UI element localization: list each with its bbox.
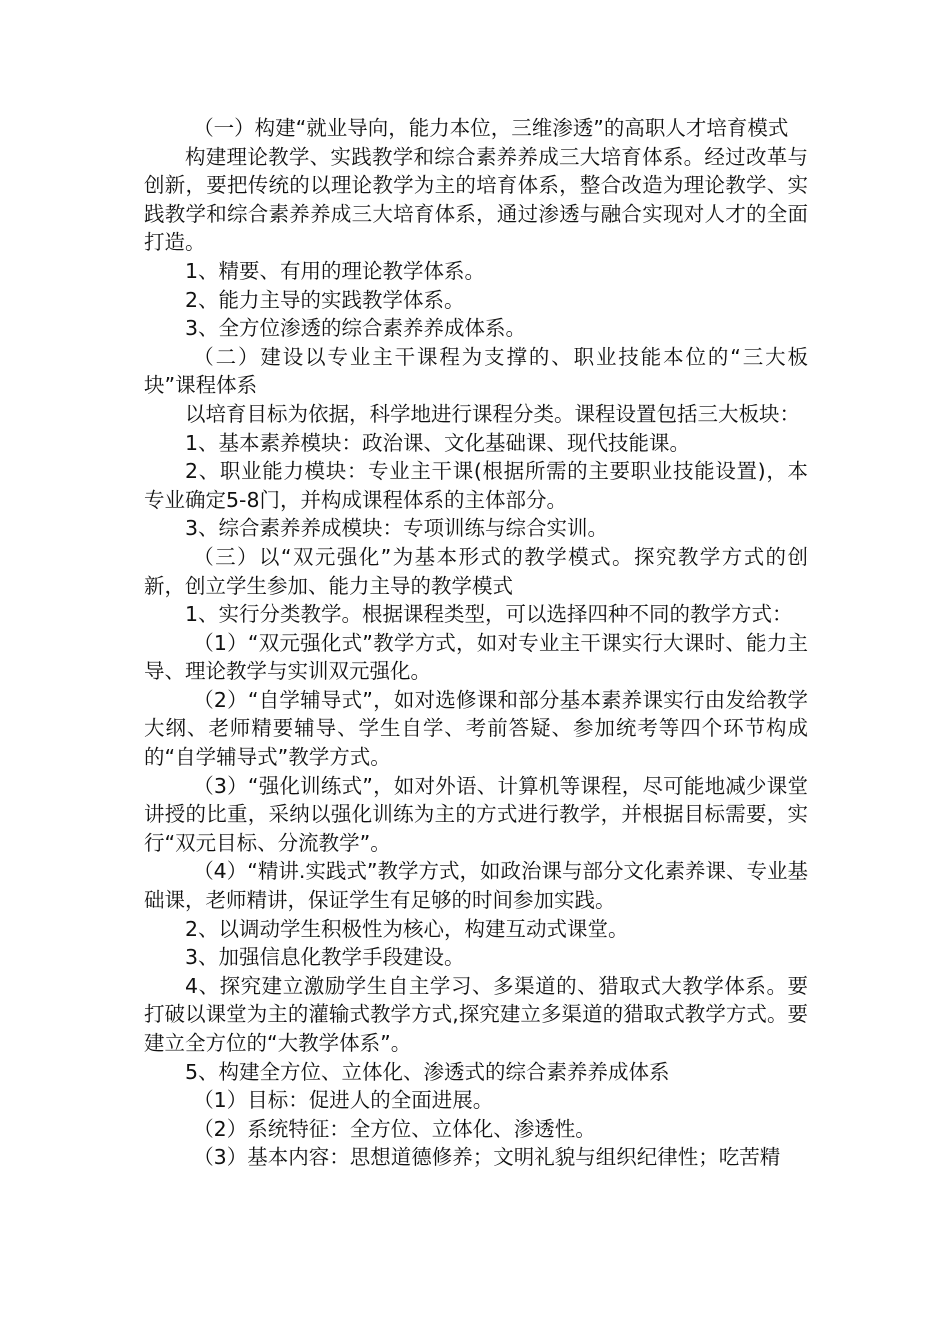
sub-list-item: （4）“精讲.实践式”教学方式，如政治课与部分文化素养课、专业基础课，老师精讲，保证学生有足够的时间参加实践。 — [144, 859, 808, 913]
list-item: 2、职业能力模块：专业主干课(根据所需的主要职业技能设置)，本专业确定5-8门，并构成课程体系的主体部分。 — [144, 459, 808, 512]
section-heading-3: （三）以“双元强化”为基本形式的教学模式。探究教学方式的创新，创立学生参加、能力主导的教学模式 — [144, 544, 808, 598]
list-item: 3、加强信息化教学手段建设。 — [185, 945, 465, 970]
body-paragraph: 以培育目标为依据，科学地进行课程分类。课程设置包括三大板块： — [185, 401, 800, 426]
sub-list-item: （1）“双元强化式”教学方式，如对专业主干课实行大课时、能力主导、理论教学与实训双元强化。 — [144, 630, 808, 684]
sub-list-item: （3）基本内容：思想道德修养；文明礼貌与组织纪律性；吃苦精 — [193, 1145, 781, 1170]
list-item: 3、综合素养养成模块：专项训练与综合实训。 — [185, 516, 609, 541]
list-item: 1、实行分类教学。根据课程类型，可以选择四种不同的教学方式： — [185, 602, 793, 627]
sub-list-item: （3）“强化训练式”，如对外语、计算机等课程，尽可能地减少课堂讲授的比重，采纳以强化训练为主的方式进行教学，并根据目标需要，实行“双元目标、分流教学”。 — [144, 773, 808, 855]
list-item: 1、精要、有用的理论教学体系。 — [185, 258, 486, 283]
list-item: 3、全方位渗透的综合素养养成体系。 — [185, 316, 527, 341]
list-item: 2、能力主导的实践教学体系。 — [185, 287, 465, 312]
section-heading-2: （二）建设以专业主干课程为支撑的、职业技能本位的“三大板块”课程体系 — [144, 344, 808, 398]
sub-list-item: （2）系统特征：全方位、立体化、渗透性。 — [193, 1116, 596, 1141]
list-item: 1、基本素养模块：政治课、文化基础课、现代技能课。 — [185, 430, 691, 455]
document-page — [144, 114, 808, 1172]
body-paragraph: 构建理论教学、实践教学和综合素养养成三大培育体系。经过改革与创新，要把传统的以理论教学为主的培育体系，整合改造为理论教学、实践教学和综合素养养成三大培育体系，通过渗透与融合实现对人才的全面打造。 — [144, 144, 808, 255]
sub-list-item: （2）“自学辅导式”，如对选修课和部分基本素养课实行由发给教学大纲、老师精要辅导、学生自学、考前答疑、参加统考等四个环节构成的“自学辅导式”教学方式。 — [144, 687, 808, 770]
list-item: 4、探究建立激励学生自主学习、多渠道的、猎取式大教学体系。要打破以课堂为主的灌输式教学方式,探究建立多渠道的猎取式教学方式。要建立全方位的“大教学体系”。 — [144, 973, 808, 1055]
sub-list-item: （1）目标：促进人的全面进展。 — [193, 1088, 494, 1113]
list-item: 2、以调动学生积极性为核心，构建互动式课堂。 — [185, 916, 629, 941]
list-item: 5、构建全方位、立体化、渗透式的综合素养养成体系 — [185, 1059, 670, 1084]
section-heading-1: （一）构建“就业导向，能力本位，三维渗透”的高职人才培育模式 — [193, 116, 789, 140]
